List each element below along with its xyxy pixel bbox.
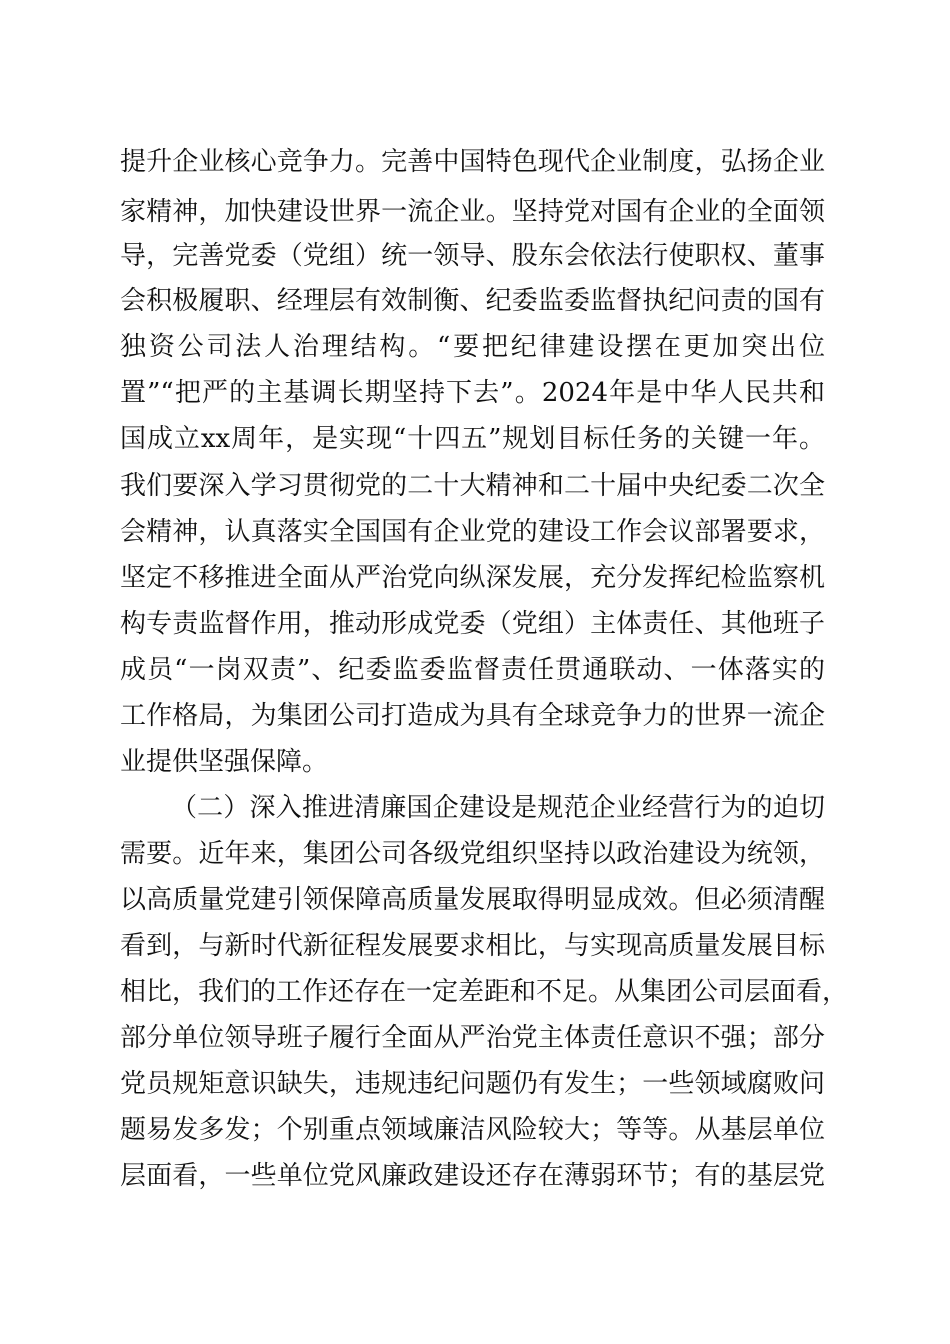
text-line: 需要。近年来，集团公司各级党组织坚持以政治建设为统领，: [120, 839, 825, 869]
text-line: 会积极履职、经理层有效制衡、纪委监委监督执纪问责的国有: [120, 286, 825, 316]
text-line: 我们要深入学习贯彻党的二十大精神和二十届中央纪委二次全: [120, 471, 825, 501]
text-line: 构专责监督作用，推动形成党委（党组）主体责任、其他班子: [120, 609, 825, 639]
text-line: 层面看，一些单位党风廉政建设还存在薄弱环节；有的基层党: [120, 1161, 825, 1191]
text-line: 工作格局，为集团公司打造成为具有全球竞争力的世界一流企: [120, 701, 825, 731]
section-heading-line: （二）深入推进清廉国企建设是规范企业经营行为的迫切: [171, 793, 825, 823]
text-line: 业提供坚强保障。: [120, 747, 329, 777]
text-line: 坚定不移推进全面从严治党向纵深发展，充分发挥纪检监察机: [120, 563, 825, 593]
text-line: 家精神，加快建设世界一流企业。坚持党对国有企业的全面领: [120, 197, 825, 227]
text-line: 提升企业核心竞争力。完善中国特色现代企业制度，弘扬企业: [120, 147, 825, 177]
text-line: 会精神，认真落实全国国有企业党的建设工作会议部署要求，: [120, 517, 825, 547]
text-line: 部分单位领导班子履行全面从严治党主体责任意识不强；部分: [120, 1023, 825, 1053]
text-line: 看到，与新时代新征程发展要求相比，与实现高质量发展目标: [120, 931, 825, 961]
text-line: 党员规矩意识缺失，违规违纪问题仍有发生；一些领域腐败问: [120, 1069, 825, 1099]
text-line: 成员“一岗双责”、纪委监委监督责任贯通联动、一体落实的: [120, 655, 825, 685]
text-line: 导，完善党委（党组）统一领导、股东会依法行使职权、董事: [120, 241, 825, 271]
text-line: 置”“把严的主基调长期坚持下去”。2024年是中华人民共和: [120, 378, 825, 408]
text-line: 以高质量党建引领保障高质量发展取得明显成效。但必须清醒: [120, 885, 825, 915]
text-line: 独资公司法人治理结构。“要把纪律建设摆在更加突出位: [120, 332, 825, 362]
text-line: 相比，我们的工作还存在一定差距和不足。从集团公司层面看，: [120, 977, 849, 1007]
text-line: 国成立xx周年，是实现“十四五”规划目标任务的关键一年。: [120, 424, 825, 454]
text-line: 题易发多发；个别重点领域廉洁风险较大；等等。从基层单位: [120, 1115, 825, 1145]
